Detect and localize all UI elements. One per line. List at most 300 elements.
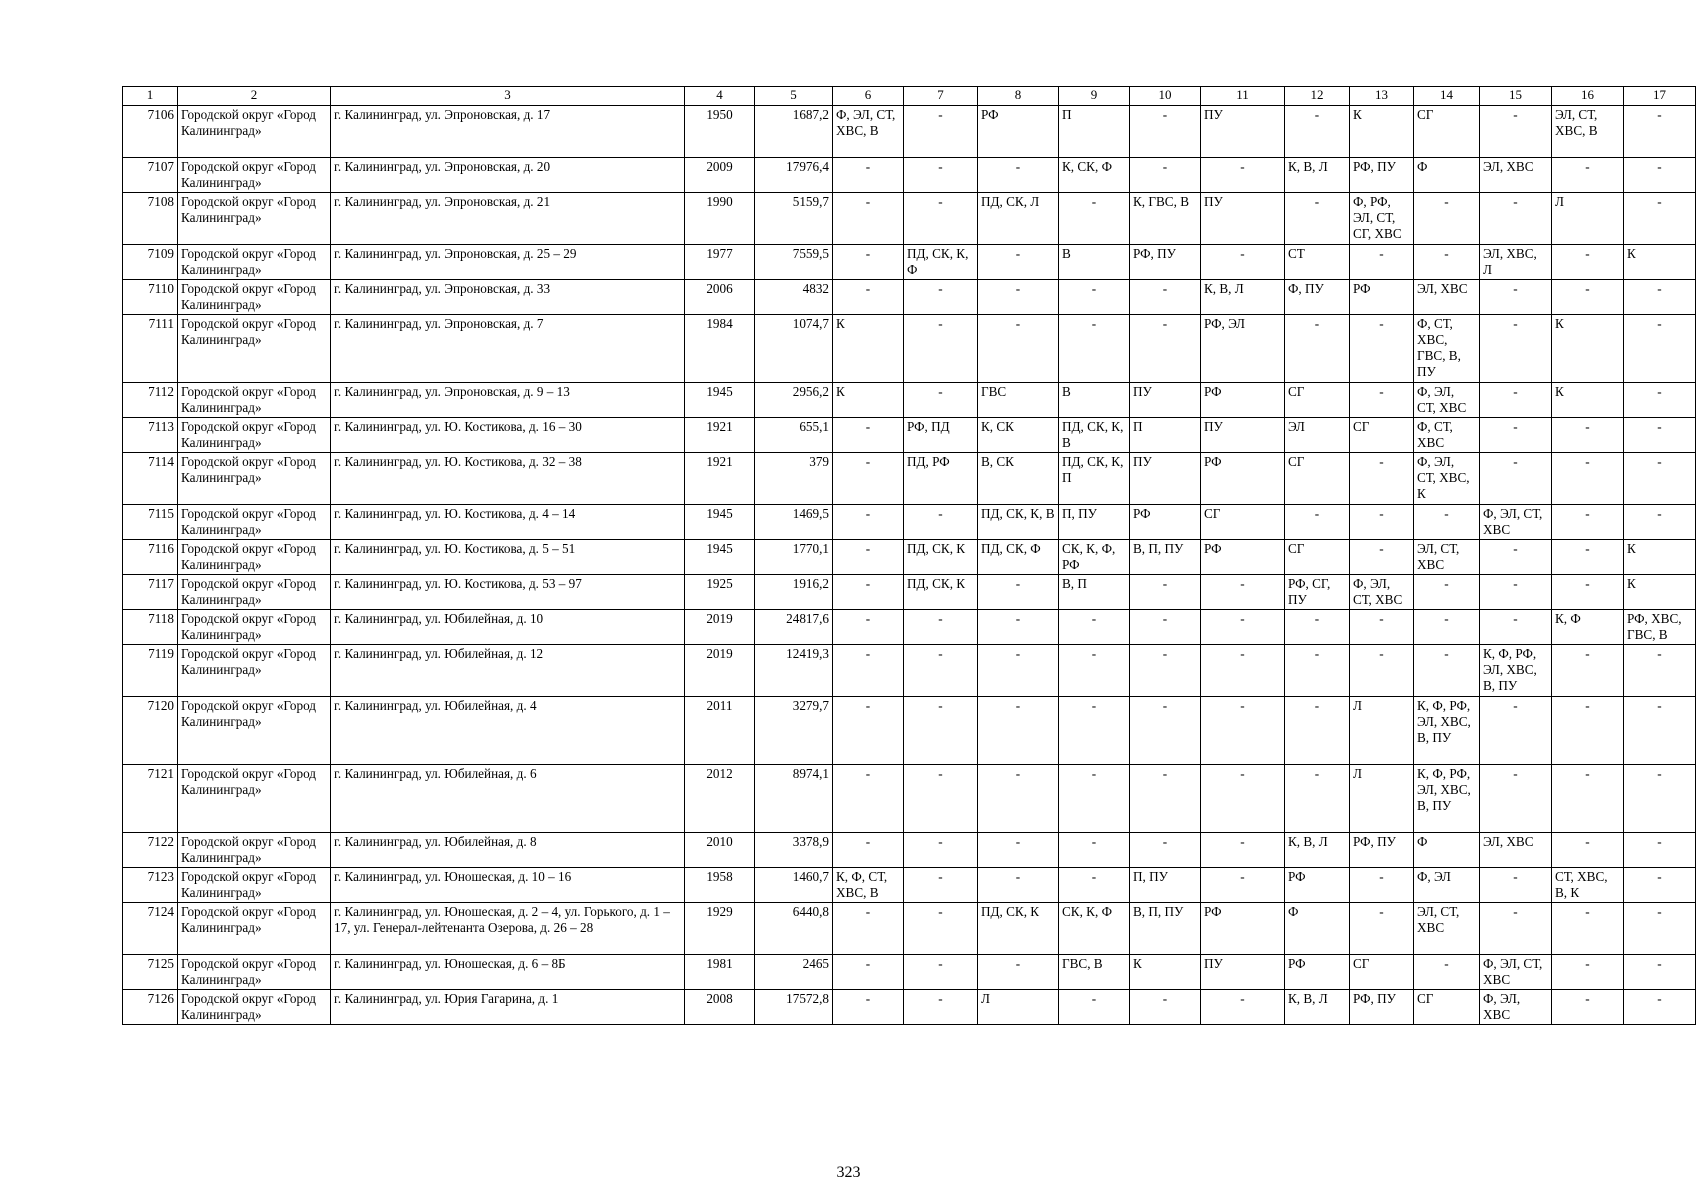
- cell-address: г. Калининград, ул. Эпроновская, д. 7: [331, 315, 685, 383]
- cell-col-6: -: [833, 418, 904, 453]
- cell-total-area: 3279,7: [755, 697, 833, 765]
- cell-col-15: -: [1480, 575, 1552, 610]
- cell-col-9: СК, К, Ф, РФ: [1059, 540, 1130, 575]
- cell-col-11: -: [1201, 990, 1285, 1025]
- cell-col-17: РФ, ХВС, ГВС, В: [1624, 610, 1696, 645]
- table-row: [123, 610, 1696, 645]
- cell-col-17: -: [1624, 833, 1696, 868]
- cell-col-14: -: [1414, 645, 1480, 697]
- table-body: [123, 106, 1696, 1025]
- cell-col-8: -: [978, 697, 1059, 765]
- cell-col-9: -: [1059, 610, 1130, 645]
- cell-col-10: -: [1130, 765, 1201, 833]
- cell-col-17: К: [1624, 540, 1696, 575]
- cell-col-11: РФ: [1201, 383, 1285, 418]
- cell-row-number: 7121: [123, 765, 178, 833]
- cell-col-6: -: [833, 193, 904, 245]
- cell-col-6: -: [833, 575, 904, 610]
- cell-col-10: ПУ: [1130, 383, 1201, 418]
- cell-col-16: -: [1552, 833, 1624, 868]
- cell-col-9: -: [1059, 765, 1130, 833]
- cell-col-11: -: [1201, 610, 1285, 645]
- cell-address: г. Калининград, ул. Ю. Костикова, д. 53 – 97: [331, 575, 685, 610]
- cell-col-10: В, П, ПУ: [1130, 540, 1201, 575]
- cell-col-16: -: [1552, 903, 1624, 955]
- column-header-8: 8: [978, 87, 1059, 106]
- cell-row-number: 7116: [123, 540, 178, 575]
- cell-col-8: -: [978, 315, 1059, 383]
- cell-col-9: -: [1059, 280, 1130, 315]
- cell-col-7: ПД, РФ: [904, 453, 978, 505]
- table-row: [123, 383, 1696, 418]
- cell-total-area: 2465: [755, 955, 833, 990]
- cell-col-14: Ф: [1414, 833, 1480, 868]
- cell-col-12: РФ, СГ, ПУ: [1285, 575, 1350, 610]
- cell-municipality: Городской округ «Город Калининград»: [178, 833, 331, 868]
- cell-address: г. Калининград, ул. Юрия Гагарина, д. 1: [331, 990, 685, 1025]
- cell-col-8: К, СК: [978, 418, 1059, 453]
- cell-year-built: 2008: [685, 990, 755, 1025]
- cell-col-6: -: [833, 697, 904, 765]
- cell-col-15: -: [1480, 610, 1552, 645]
- cell-col-7: РФ, ПД: [904, 418, 978, 453]
- column-header-15: 15: [1480, 87, 1552, 106]
- cell-col-13: -: [1350, 245, 1414, 280]
- cell-col-7: -: [904, 158, 978, 193]
- table-row: [123, 193, 1696, 245]
- cell-address: г. Калининград, ул. Юбилейная, д. 10: [331, 610, 685, 645]
- cell-year-built: 1945: [685, 505, 755, 540]
- cell-municipality: Городской округ «Город Калининград»: [178, 315, 331, 383]
- cell-col-10: -: [1130, 106, 1201, 158]
- cell-col-6: -: [833, 765, 904, 833]
- cell-row-number: 7125: [123, 955, 178, 990]
- cell-municipality: Городской округ «Город Калининград»: [178, 383, 331, 418]
- cell-col-14: ЭЛ, СТ, ХВС: [1414, 903, 1480, 955]
- cell-col-16: -: [1552, 453, 1624, 505]
- cell-col-7: -: [904, 505, 978, 540]
- cell-col-16: -: [1552, 955, 1624, 990]
- cell-col-12: Ф: [1285, 903, 1350, 955]
- cell-col-10: В, П, ПУ: [1130, 903, 1201, 955]
- cell-col-9: -: [1059, 697, 1130, 765]
- cell-municipality: Городской округ «Город Калининград»: [178, 540, 331, 575]
- cell-col-8: ПД, СК, Ф: [978, 540, 1059, 575]
- cell-col-12: -: [1285, 697, 1350, 765]
- table-row: [123, 645, 1696, 697]
- cell-row-number: 7119: [123, 645, 178, 697]
- cell-address: г. Калининград, ул. Юбилейная, д. 4: [331, 697, 685, 765]
- cell-col-6: -: [833, 505, 904, 540]
- cell-col-11: -: [1201, 833, 1285, 868]
- cell-col-8: -: [978, 645, 1059, 697]
- column-header-2: 2: [178, 87, 331, 106]
- cell-col-12: -: [1285, 106, 1350, 158]
- cell-col-15: -: [1480, 868, 1552, 903]
- cell-col-16: -: [1552, 575, 1624, 610]
- cell-col-17: -: [1624, 418, 1696, 453]
- table-row: [123, 158, 1696, 193]
- column-header-6: 6: [833, 87, 904, 106]
- cell-col-9: -: [1059, 990, 1130, 1025]
- cell-col-10: П: [1130, 418, 1201, 453]
- cell-col-17: -: [1624, 383, 1696, 418]
- cell-address: г. Калининград, ул. Эпроновская, д. 20: [331, 158, 685, 193]
- cell-col-6: -: [833, 990, 904, 1025]
- column-header-3: 3: [331, 87, 685, 106]
- cell-address: г. Калининград, ул. Ю. Костикова, д. 5 – 51: [331, 540, 685, 575]
- cell-total-area: 379: [755, 453, 833, 505]
- cell-col-16: К: [1552, 315, 1624, 383]
- cell-col-14: Ф, СТ, ХВС: [1414, 418, 1480, 453]
- cell-municipality: Городской округ «Город Калининград»: [178, 505, 331, 540]
- cell-total-area: 1770,1: [755, 540, 833, 575]
- cell-year-built: 1945: [685, 383, 755, 418]
- cell-col-14: -: [1414, 575, 1480, 610]
- cell-col-17: -: [1624, 697, 1696, 765]
- cell-col-15: Ф, ЭЛ, СТ, ХВС: [1480, 505, 1552, 540]
- column-header-14: 14: [1414, 87, 1480, 106]
- cell-col-7: ПД, СК, К: [904, 575, 978, 610]
- cell-col-7: -: [904, 383, 978, 418]
- cell-col-7: -: [904, 645, 978, 697]
- cell-municipality: Городской округ «Город Калининград»: [178, 955, 331, 990]
- table-row: [123, 955, 1696, 990]
- column-header-4: 4: [685, 87, 755, 106]
- cell-total-area: 1460,7: [755, 868, 833, 903]
- cell-col-11: -: [1201, 245, 1285, 280]
- cell-col-12: СГ: [1285, 540, 1350, 575]
- cell-total-area: 1074,7: [755, 315, 833, 383]
- cell-col-12: Ф, ПУ: [1285, 280, 1350, 315]
- cell-col-14: -: [1414, 245, 1480, 280]
- cell-col-16: ЭЛ, СТ, ХВС, В: [1552, 106, 1624, 158]
- cell-municipality: Городской округ «Город Калининград»: [178, 158, 331, 193]
- cell-col-15: -: [1480, 193, 1552, 245]
- cell-col-14: Ф, ЭЛ, СТ, ХВС, К: [1414, 453, 1480, 505]
- cell-col-14: СГ: [1414, 990, 1480, 1025]
- cell-col-13: -: [1350, 610, 1414, 645]
- cell-col-8: -: [978, 158, 1059, 193]
- cell-col-11: -: [1201, 868, 1285, 903]
- cell-col-16: Л: [1552, 193, 1624, 245]
- cell-col-6: К: [833, 383, 904, 418]
- cell-col-13: Ф, РФ, ЭЛ, СТ, СГ, ХВС: [1350, 193, 1414, 245]
- cell-year-built: 1984: [685, 315, 755, 383]
- cell-col-15: -: [1480, 106, 1552, 158]
- cell-col-12: СТ: [1285, 245, 1350, 280]
- cell-col-15: -: [1480, 903, 1552, 955]
- cell-year-built: 2009: [685, 158, 755, 193]
- cell-col-12: -: [1285, 505, 1350, 540]
- housing-register-table: [122, 86, 1696, 1025]
- cell-col-13: Л: [1350, 765, 1414, 833]
- cell-municipality: Городской округ «Город Калининград»: [178, 106, 331, 158]
- cell-col-6: -: [833, 955, 904, 990]
- cell-col-6: -: [833, 540, 904, 575]
- cell-col-14: К, Ф, РФ, ЭЛ, ХВС, В, ПУ: [1414, 697, 1480, 765]
- cell-municipality: Городской округ «Город Калининград»: [178, 280, 331, 315]
- cell-col-7: ПД, СК, К: [904, 540, 978, 575]
- cell-col-13: СГ: [1350, 955, 1414, 990]
- cell-col-7: ПД, СК, К, Ф: [904, 245, 978, 280]
- cell-address: г. Калининград, ул. Юношеская, д. 6 – 8Б: [331, 955, 685, 990]
- cell-total-area: 7559,5: [755, 245, 833, 280]
- cell-col-9: -: [1059, 193, 1130, 245]
- cell-col-9: П, ПУ: [1059, 505, 1130, 540]
- cell-row-number: 7124: [123, 903, 178, 955]
- cell-address: г. Калининград, ул. Ю. Костикова, д. 32 – 38: [331, 453, 685, 505]
- cell-address: г. Калининград, ул. Юбилейная, д. 8: [331, 833, 685, 868]
- cell-row-number: 7111: [123, 315, 178, 383]
- cell-col-11: ПУ: [1201, 193, 1285, 245]
- cell-col-9: В: [1059, 245, 1130, 280]
- cell-col-17: -: [1624, 990, 1696, 1025]
- cell-municipality: Городской округ «Город Калининград»: [178, 868, 331, 903]
- cell-col-12: РФ: [1285, 868, 1350, 903]
- cell-row-number: 7108: [123, 193, 178, 245]
- page-number: 323: [836, 1164, 861, 1181]
- cell-col-9: ПД, СК, К, В: [1059, 418, 1130, 453]
- cell-col-10: -: [1130, 280, 1201, 315]
- cell-col-10: -: [1130, 697, 1201, 765]
- cell-row-number: 7126: [123, 990, 178, 1025]
- cell-col-14: -: [1414, 955, 1480, 990]
- table-row: [123, 315, 1696, 383]
- cell-year-built: 2012: [685, 765, 755, 833]
- table-row: [123, 990, 1696, 1025]
- cell-col-16: -: [1552, 245, 1624, 280]
- cell-col-9: -: [1059, 833, 1130, 868]
- cell-col-9: ГВС, В: [1059, 955, 1130, 990]
- cell-year-built: 1925: [685, 575, 755, 610]
- cell-col-6: -: [833, 280, 904, 315]
- cell-municipality: Городской округ «Город Калининград»: [178, 575, 331, 610]
- cell-col-6: -: [833, 645, 904, 697]
- cell-col-11: ПУ: [1201, 418, 1285, 453]
- cell-col-11: РФ: [1201, 540, 1285, 575]
- column-header-1: 1: [123, 87, 178, 106]
- cell-col-13: К: [1350, 106, 1414, 158]
- cell-col-12: СГ: [1285, 383, 1350, 418]
- cell-total-area: 6440,8: [755, 903, 833, 955]
- column-header-17: 17: [1624, 87, 1696, 106]
- cell-col-15: -: [1480, 540, 1552, 575]
- cell-total-area: 1687,2: [755, 106, 833, 158]
- cell-col-8: Л: [978, 990, 1059, 1025]
- cell-address: г. Калининград, ул. Ю. Костикова, д. 16 – 30: [331, 418, 685, 453]
- cell-address: г. Калининград, ул. Эпроновская, д. 33: [331, 280, 685, 315]
- cell-col-10: -: [1130, 833, 1201, 868]
- cell-col-17: -: [1624, 453, 1696, 505]
- cell-col-17: -: [1624, 280, 1696, 315]
- column-header-9: 9: [1059, 87, 1130, 106]
- cell-col-12: -: [1285, 645, 1350, 697]
- cell-address: г. Калининград, ул. Юношеская, д. 10 – 16: [331, 868, 685, 903]
- cell-col-16: -: [1552, 280, 1624, 315]
- cell-col-11: ПУ: [1201, 106, 1285, 158]
- cell-total-area: 2956,2: [755, 383, 833, 418]
- cell-col-13: СГ: [1350, 418, 1414, 453]
- cell-col-12: РФ: [1285, 955, 1350, 990]
- cell-col-16: К: [1552, 383, 1624, 418]
- cell-municipality: Городской округ «Город Калининград»: [178, 990, 331, 1025]
- cell-col-10: -: [1130, 315, 1201, 383]
- cell-col-12: К, В, Л: [1285, 158, 1350, 193]
- cell-col-7: -: [904, 833, 978, 868]
- table-row: [123, 903, 1696, 955]
- column-header-13: 13: [1350, 87, 1414, 106]
- cell-total-area: 3378,9: [755, 833, 833, 868]
- cell-row-number: 7112: [123, 383, 178, 418]
- cell-row-number: 7120: [123, 697, 178, 765]
- cell-row-number: 7107: [123, 158, 178, 193]
- cell-col-13: -: [1350, 383, 1414, 418]
- cell-year-built: 1958: [685, 868, 755, 903]
- cell-col-9: СК, К, Ф: [1059, 903, 1130, 955]
- cell-col-13: -: [1350, 505, 1414, 540]
- cell-col-17: К: [1624, 575, 1696, 610]
- cell-col-13: -: [1350, 645, 1414, 697]
- cell-total-area: 5159,7: [755, 193, 833, 245]
- cell-municipality: Городской округ «Город Калининград»: [178, 610, 331, 645]
- header-row: [123, 87, 1696, 106]
- cell-col-8: В, СК: [978, 453, 1059, 505]
- cell-col-17: -: [1624, 955, 1696, 990]
- cell-col-11: -: [1201, 765, 1285, 833]
- cell-col-10: К, ГВС, В: [1130, 193, 1201, 245]
- cell-col-15: ЭЛ, ХВС: [1480, 833, 1552, 868]
- cell-col-8: -: [978, 833, 1059, 868]
- cell-col-15: -: [1480, 453, 1552, 505]
- cell-col-6: -: [833, 158, 904, 193]
- cell-col-17: -: [1624, 315, 1696, 383]
- cell-total-area: 12419,3: [755, 645, 833, 697]
- cell-municipality: Городской округ «Город Калининград»: [178, 765, 331, 833]
- cell-col-12: ЭЛ: [1285, 418, 1350, 453]
- cell-col-11: СГ: [1201, 505, 1285, 540]
- cell-col-17: -: [1624, 645, 1696, 697]
- cell-col-12: -: [1285, 765, 1350, 833]
- cell-col-14: -: [1414, 505, 1480, 540]
- cell-year-built: 2019: [685, 610, 755, 645]
- cell-col-13: Л: [1350, 697, 1414, 765]
- cell-col-16: -: [1552, 540, 1624, 575]
- cell-col-17: -: [1624, 903, 1696, 955]
- cell-row-number: 7106: [123, 106, 178, 158]
- cell-col-12: -: [1285, 193, 1350, 245]
- cell-total-area: 4832: [755, 280, 833, 315]
- cell-col-10: РФ, ПУ: [1130, 245, 1201, 280]
- cell-col-13: -: [1350, 540, 1414, 575]
- cell-year-built: 2019: [685, 645, 755, 697]
- cell-col-16: -: [1552, 765, 1624, 833]
- cell-col-6: -: [833, 453, 904, 505]
- cell-col-12: К, В, Л: [1285, 833, 1350, 868]
- cell-total-area: 17572,8: [755, 990, 833, 1025]
- cell-col-7: -: [904, 193, 978, 245]
- cell-address: г. Калининград, ул. Эпроновская, д. 25 – 29: [331, 245, 685, 280]
- cell-col-11: ПУ: [1201, 955, 1285, 990]
- cell-col-13: Ф, ЭЛ, СТ, ХВС: [1350, 575, 1414, 610]
- cell-col-16: -: [1552, 645, 1624, 697]
- column-header-5: 5: [755, 87, 833, 106]
- cell-col-8: -: [978, 575, 1059, 610]
- cell-col-8: РФ: [978, 106, 1059, 158]
- cell-col-7: -: [904, 315, 978, 383]
- cell-col-7: -: [904, 280, 978, 315]
- cell-col-13: -: [1350, 868, 1414, 903]
- cell-col-17: К: [1624, 245, 1696, 280]
- cell-col-13: -: [1350, 903, 1414, 955]
- cell-total-area: 1469,5: [755, 505, 833, 540]
- table-row: [123, 765, 1696, 833]
- column-header-10: 10: [1130, 87, 1201, 106]
- cell-col-14: ЭЛ, СТ, ХВС: [1414, 540, 1480, 575]
- cell-col-15: ЭЛ, ХВС: [1480, 158, 1552, 193]
- cell-col-7: -: [904, 697, 978, 765]
- cell-col-8: -: [978, 280, 1059, 315]
- cell-municipality: Городской округ «Город Калининград»: [178, 453, 331, 505]
- cell-address: г. Калининград, ул. Эпроновская, д. 9 – 13: [331, 383, 685, 418]
- table-row: [123, 697, 1696, 765]
- cell-col-15: К, Ф, РФ, ЭЛ, ХВС, В, ПУ: [1480, 645, 1552, 697]
- cell-col-11: -: [1201, 697, 1285, 765]
- cell-col-15: Ф, ЭЛ, СТ, ХВС: [1480, 955, 1552, 990]
- cell-col-15: -: [1480, 697, 1552, 765]
- cell-col-7: -: [904, 610, 978, 645]
- cell-col-9: -: [1059, 315, 1130, 383]
- cell-col-17: -: [1624, 106, 1696, 158]
- cell-year-built: 1950: [685, 106, 755, 158]
- cell-col-11: РФ: [1201, 453, 1285, 505]
- cell-col-15: -: [1480, 383, 1552, 418]
- cell-col-10: -: [1130, 610, 1201, 645]
- cell-total-area: 1916,2: [755, 575, 833, 610]
- cell-col-11: -: [1201, 575, 1285, 610]
- cell-col-10: К: [1130, 955, 1201, 990]
- cell-col-7: -: [904, 868, 978, 903]
- cell-col-10: -: [1130, 158, 1201, 193]
- cell-address: г. Калининград, ул. Юношеская, д. 2 – 4, ул. Горького, д. 1 – 17, ул. Генерал-лейтенанта Озерова, д. 26 – 28: [331, 903, 685, 955]
- cell-row-number: 7113: [123, 418, 178, 453]
- cell-col-7: -: [904, 765, 978, 833]
- table-row: [123, 575, 1696, 610]
- cell-col-6: -: [833, 245, 904, 280]
- cell-col-14: -: [1414, 610, 1480, 645]
- cell-col-17: -: [1624, 193, 1696, 245]
- column-header-11: 11: [1201, 87, 1285, 106]
- cell-col-16: СТ, ХВС, В, К: [1552, 868, 1624, 903]
- cell-row-number: 7117: [123, 575, 178, 610]
- cell-col-15: -: [1480, 418, 1552, 453]
- cell-municipality: Городской округ «Город Калининград»: [178, 193, 331, 245]
- cell-col-8: -: [978, 868, 1059, 903]
- cell-year-built: 2006: [685, 280, 755, 315]
- cell-row-number: 7122: [123, 833, 178, 868]
- cell-municipality: Городской округ «Город Калининград»: [178, 697, 331, 765]
- cell-col-12: -: [1285, 315, 1350, 383]
- cell-col-6: -: [833, 610, 904, 645]
- cell-row-number: 7118: [123, 610, 178, 645]
- cell-address: г. Калининград, ул. Ю. Костикова, д. 4 – 14: [331, 505, 685, 540]
- table-row: [123, 280, 1696, 315]
- cell-row-number: 7115: [123, 505, 178, 540]
- cell-year-built: 1921: [685, 453, 755, 505]
- cell-municipality: Городской округ «Город Калининград»: [178, 645, 331, 697]
- cell-col-8: ПД, СК, К: [978, 903, 1059, 955]
- cell-col-13: РФ, ПУ: [1350, 158, 1414, 193]
